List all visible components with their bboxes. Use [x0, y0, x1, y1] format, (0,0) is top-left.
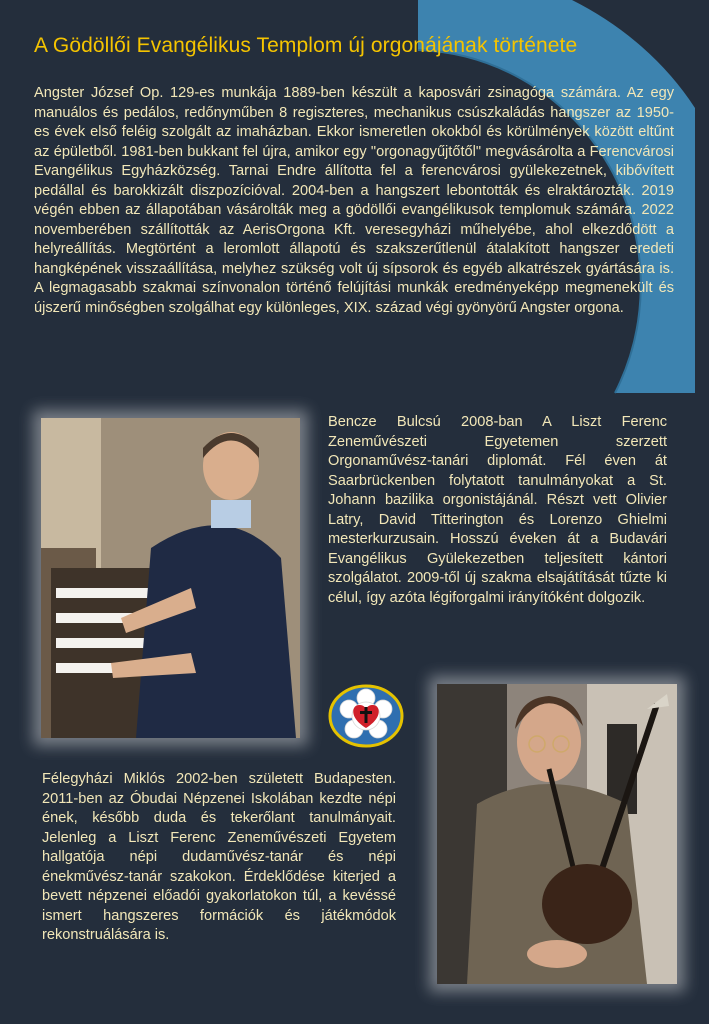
organist-bio: Bencze Bulcsú 2008-ban A Liszt Ferenc Zeneművészeti Egyetemen szerzett Orgonaművész-tanári diplomát. Fél éven át Saarbrückenben folytatott tanulmányokat a St. Johann bazilika orgonistájánál. Részt vett Olivier Latry, David Titterington és Lorenzo Ghielmi mesterkurzusain. Hosszú éveken át a Budavári Evangélikus Gyülekezetben teljesített kántori szolgálatot. 2009-től új szakma elsajátítását tűzte ki célul, így azóta légiforgalmi irányítóként dolgozik. — [328, 414, 667, 606]
page-title: A Gödöllői Evangélikus Templom új orgonájának története — [34, 34, 578, 57]
bagpiper-bio: Félegyházi Miklós 2002-ben született Budapesten. 2011-ben az Óbudai Népzenei Iskolában kezdte népi ének, később duda és tekerőlant tanulmányait. Jelenleg a Liszt Ferenc Zeneművészeti Egyetem hallgatója népi dudaművész-tanár és népi énekművész-tanár szakokon. Érdeklődése kiterjed a bevett népzenei előadói gyakorlatokon túl, a kevéssé ismert hangszeres formációk és játékmódok rekonstruálására is. — [42, 771, 396, 943]
bagpiper-photo — [437, 684, 677, 984]
luther-rose-icon — [328, 684, 404, 748]
organist-photo — [41, 418, 300, 738]
organ-history-text: Angster József Op. 129-es munkája 1889-ben készült a kaposvári zsinagóga számára. Az egy manuálos és pedálos, redőnyműben 8 regiszteres, mechanikus csúszkaládás hangszer az 1950-es évek első feléig szolgált az imaházban. Ekkor ismeretlen okokból és körülmények között eltűnt az épületből. 1981-ben bukkant fel újra, amikor egy "orgonagyűjtőtől" megvásárolta a Ferencvárosi Evangélikus Egyházközség. Tarnai Endre állította fel a ferencvárosi gyülekezetnek, kibővített pedállal és barokkizált diszpozícióval. 2004-ben a hangszert lebontották és elraktározták. 2019 végén ebben az állapotában vásárolták meg a gödöllői evangélikusok templomuk számára. 2022 novemberében szállították az AerisOrgona Kft. veresegyházi műhelyébe, ahol elkezdődött a helyreállítás. Megtörtént a leromlott állapotú és szakszerűtlenül átalakított hangszer eredeti hangképének visszaállítása, melyhez szükség volt új sípsorok és egyéb alkatrészek gyártására is. A legmagasabb szakmai színvonalon történő felújítási munkák eredményeképp megmenekült és újszerű minőségben szolgálhat egy különleges, XIX. század végi gyönyörű Angster orgona. — [34, 85, 674, 316]
